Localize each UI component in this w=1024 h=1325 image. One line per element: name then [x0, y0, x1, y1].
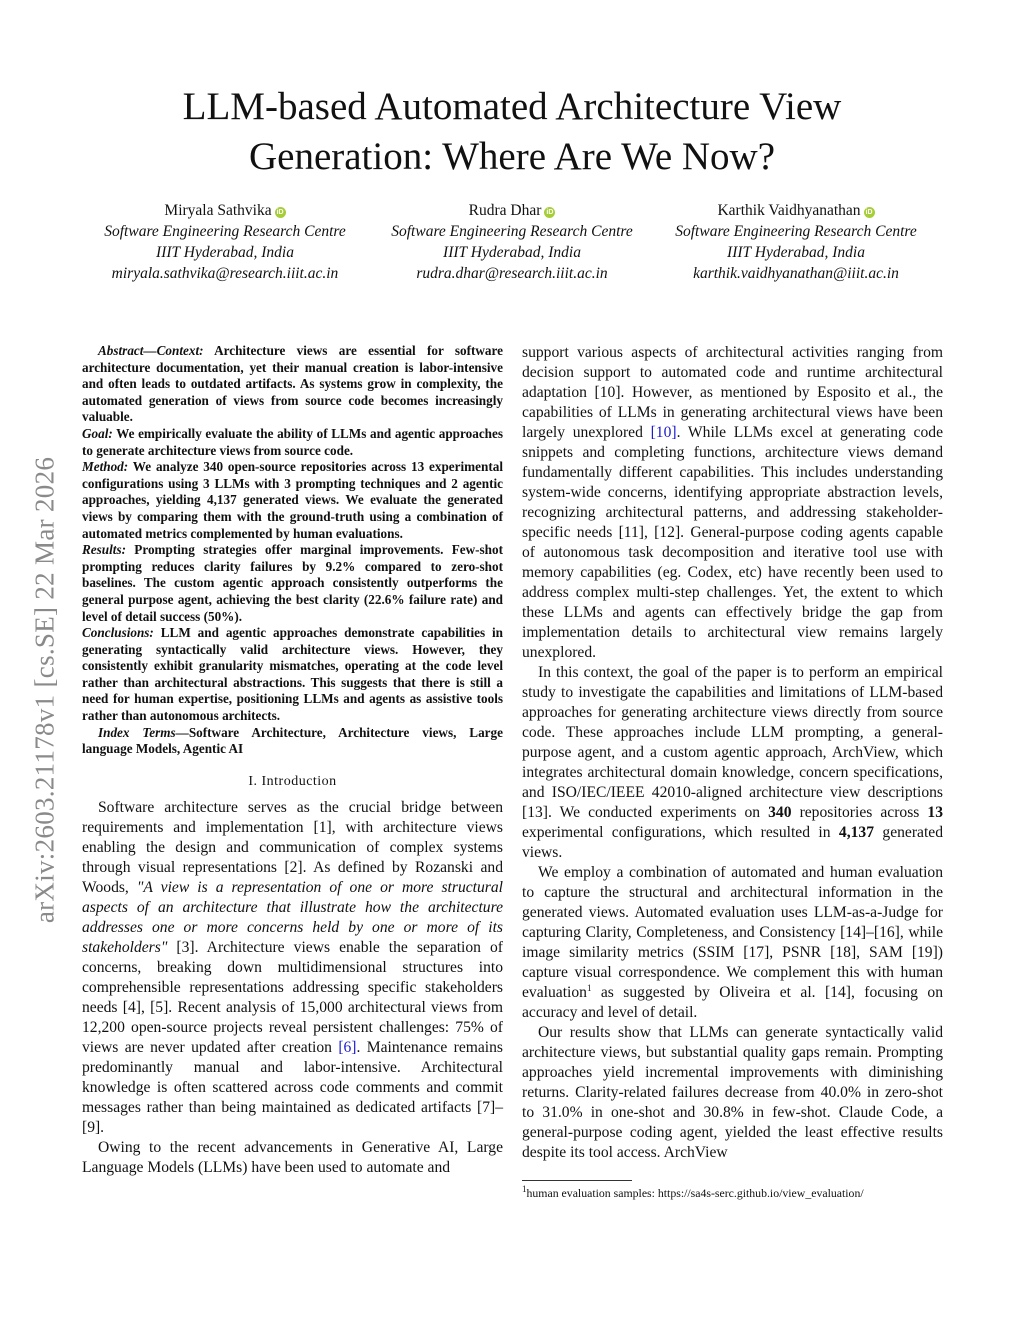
- paragraph-text: In this context, the goal of the paper is to perform an empirical study to investigate the capabilities and limitations of LLM-based approaches for generating architecture views directly from source code. These approaches include LLM prompting, a general-purpose agent, and a custom agentic approach, ArchView, which integrates architectural domain knowledge, concern specifications, and ISO/IEC/IEEE 42010-aligned architecture view descriptions [13]. We conducted experiments on: [522, 664, 943, 821]
- author-name: Miryala Sathvika: [164, 202, 272, 219]
- method-label: Method:: [82, 459, 129, 475]
- orcid-icon[interactable]: iD: [546, 209, 554, 216]
- author-email: karthik.vaidhyanathan@iiit.ac.in: [693, 265, 899, 282]
- title-line-1: LLM-based Automated Architecture View: [182, 85, 842, 128]
- left-column: [82, 343, 503, 1178]
- author-institution: IIIT Hyderabad, India: [727, 244, 865, 261]
- paragraph-text: We employ a combination of automated and human evaluation to capture the structural and architectural information in the generated views. Automated evaluation uses LLM-as-a-Judge for capturing Clarity, Completeness, and Consistency [14]–[16], while image similarity metrics (SSIM [17], PSNR [18], SAM [19]) capture visual correspondence. We complement this with human evaluation: [522, 864, 943, 1001]
- abstract-context: Architecture views are essential for software architecture documentation, yet their manual creation is labor-intensive and often leads to outdated artifacts. As systems grow in complexity, the automated generation of views from source code becomes increasingly valuable.: [82, 343, 503, 425]
- footnote-text: human evaluation samples: https://sa4s-serc.github.io/view_evaluation/: [526, 1186, 864, 1200]
- results-label: Results:: [82, 542, 126, 558]
- author-2: [367, 200, 657, 284]
- author-affiliation: Software Engineering Research Centre: [391, 223, 633, 240]
- section-heading: I. Introduction: [248, 773, 337, 789]
- arxiv-identifier: arXiv:2603.21178v1 [cs.SE] 22 Mar 2026: [29, 456, 60, 924]
- paragraph-text: Software architecture serves as the crucial bridge between requirements and implementation [1], with architecture views enabling the design and communication of complex systems through visual representations [2]. As defined by Rozanski and Woods,: [82, 798, 503, 896]
- intro-left-body: [82, 798, 503, 1178]
- footnote-divider: [522, 1180, 632, 1181]
- index-terms: Software Architecture, Architecture views, Large language Models, Agentic AI: [82, 724, 503, 757]
- orcid-icon[interactable]: iD: [276, 209, 284, 216]
- author-3: [651, 200, 941, 284]
- index-terms-label: Index Terms—: [98, 724, 189, 740]
- paper-title: [100, 82, 924, 182]
- author-institution: IIIT Hyderabad, India: [443, 244, 581, 261]
- paragraph-text: . While LLMs excel at generating code snippets and completing functions, architecture views demand fundamentally different capabilities. This includes understanding system-wide concerns, identifying appropriate abstraction levels, recognizing architectural patterns, and addressing stakeholder-specific needs [11], [12]. General-purpose coding agents capable of autonomous task decomposition and iterative tool use with memory capabilities (eg. Codex, etc) have recently been used to address complex multi-step challenges. Yet, the extent to which these LLMs and agents can effectively bridge the gap from implementation details to architectural view remains largely unexplored.: [522, 424, 943, 661]
- abstract: [82, 343, 503, 758]
- intro-paragraph-4: [522, 863, 943, 1023]
- footnote: [522, 1186, 943, 1201]
- paragraph-text: as suggested by Oliveira et al. [14], focusing on accuracy and level of detail.: [522, 984, 943, 1021]
- abstract-label: Abstract—: [98, 343, 157, 358]
- author-email: rudra.dhar@research.iiit.ac.in: [416, 265, 608, 282]
- intro-paragraph-2-cont: [522, 343, 943, 663]
- arxiv-identifier-sidebar: [22, 390, 68, 990]
- author-affiliation: Software Engineering Research Centre: [675, 223, 917, 240]
- context-label: Context:: [156, 343, 204, 358]
- repo-count: 340: [768, 804, 792, 821]
- author-email: miryala.sathvika@research.iiit.ac.in: [111, 265, 339, 282]
- paragraph-text: repositories across: [791, 804, 928, 821]
- conclusions-label: Conclusions:: [82, 625, 154, 641]
- paragraph-text: experimental configurations, which resulted in: [522, 824, 839, 841]
- paragraph-text: generated views.: [522, 824, 944, 861]
- view-count: 4,137: [838, 824, 875, 841]
- citation-link[interactable]: [10]: [650, 424, 677, 441]
- intro-paragraph-5: Our results show that LLMs can generate syntactically valid architecture views, but substantial quality gaps remain. Prompting approaches yield incremental improvements with diminishing returns. Clarity-related failures decrease from 40.0% in zero-shot to 31.0% in one-shot and 30.8% in few-shot. Claude Code, a general-purpose coding agent, yielded the least effective results despite its tool access. ArchView: [522, 1024, 943, 1161]
- intro-paragraph-1: [82, 798, 503, 1138]
- paragraph-text: . Maintenance remains predominantly manual and labor-intensive. Architectural knowledge is often scattered across code comments and commit messages rather than being maintained as dedicated artifacts [7]–[9].: [82, 1038, 503, 1136]
- author-block: [80, 200, 950, 290]
- paragraph-text: [3]. Architecture views enable the separation of concerns, breaking down multidimensional structures into comprehensible representations addressing specific stakeholders needs [4], [5]. Recent analysis of 15,000 architectural views from 12,200 open-source projects reveal persistent challenges: 75% of views are never updated after creation: [82, 938, 503, 1056]
- author-name: Karthik Vaidhyanathan: [717, 202, 861, 219]
- footnote-marker[interactable]: 1: [586, 982, 592, 993]
- citation-link[interactable]: [6]: [338, 1038, 357, 1056]
- author-institution: IIIT Hyderabad, India: [156, 244, 294, 261]
- intro-paragraph-2: Owing to the recent advancements in Generative AI, Large Language Models (LLMs) have been used to automate and: [82, 1138, 503, 1176]
- abstract-goal: We empirically evaluate the ability of LLMs and agentic approaches to generate architecture views from source code.: [82, 425, 503, 458]
- config-count: 13: [927, 804, 943, 821]
- paragraph-text: support various aspects of architectural activities ranging from decision support to automated code and runtime architectural adaptation [10]. However, as mentioned by Esposito et al., the capabilities of LLMs in generating architectural views have been largely unexplored: [522, 344, 943, 441]
- abstract-method: We analyze 340 open-source repositories across 13 experimental configurations using 3 LLMs with 3 prompting techniques and 2 agentic approaches, yielding 4,137 generated views. We evaluate the generated views by comparing them with the ground-truth using a combination of automated metrics complemented by human evaluations.: [82, 459, 503, 541]
- author-name: Rudra Dhar: [468, 202, 542, 219]
- abstract-conclusions: LLM and agentic approaches demonstrate capabilities in generating syntactically valid architecture views. However, they consistently exhibit granularity mismatches, operating at the code level rather than architectural abstractions. This suggests that there is still a need for human expertise, positioning LLMs and agents as assistive tools rather than autonomous architects.: [82, 625, 503, 724]
- right-column: [522, 343, 943, 1163]
- author-1: [80, 200, 370, 284]
- footnote-mark: 1: [522, 1184, 527, 1195]
- title-line-2: Generation: Where Are We Now?: [248, 135, 776, 178]
- goal-label: Goal:: [82, 425, 113, 441]
- orcid-icon[interactable]: iD: [865, 209, 873, 216]
- intro-paragraph-3: [522, 663, 943, 863]
- author-affiliation: Software Engineering Research Centre: [104, 223, 346, 240]
- definition-quote: "A view is a representation of one or more structural aspects of an architecture that illustrate how the architecture addresses one or more concerns held by one or more of its stakeholders": [82, 878, 503, 956]
- abstract-results: Prompting strategies offer marginal improvements. Few-shot prompting reduces clarity failures by 9.2% compared to zero-shot baselines. The custom agentic approach consistently outperforms the general purpose agent, achieving the best clarity (22.6% failure rate) and level of detail success (50%).: [82, 542, 503, 624]
